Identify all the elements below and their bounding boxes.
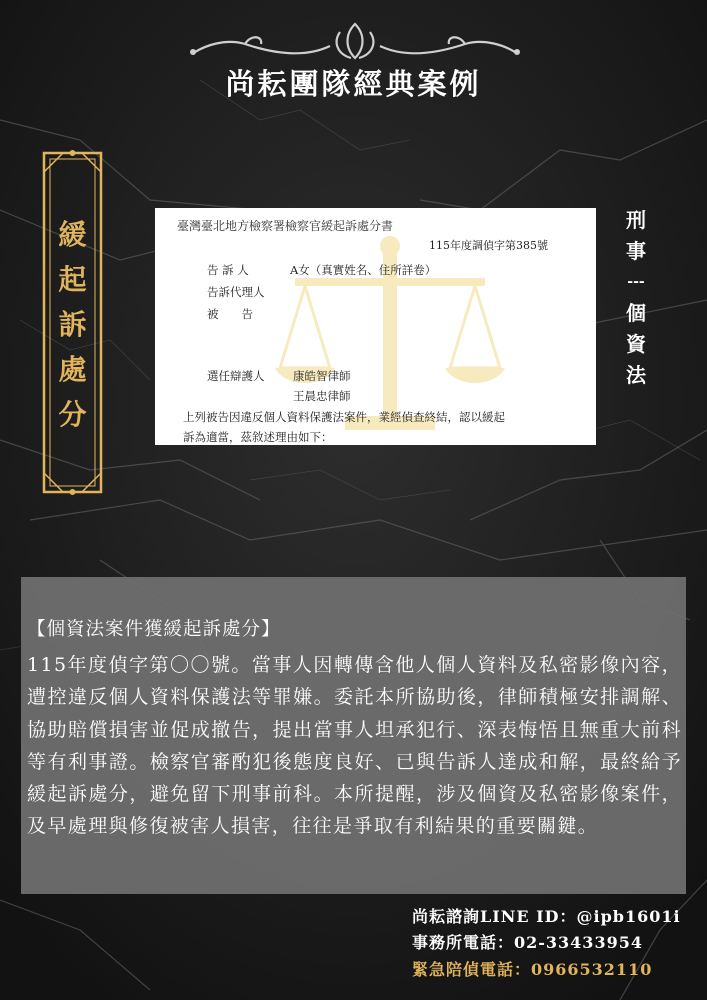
document-excerpt	[155, 208, 596, 445]
document-case-number: 115年度調偵字第385號	[429, 239, 548, 252]
defendant-label: 被 告	[207, 307, 253, 321]
defender-label: 選任辯護人	[207, 369, 265, 383]
case-heading: 【個資法案件獲緩起訴處分】	[27, 619, 281, 640]
category-char: 個	[626, 301, 646, 325]
category-char: 資	[626, 332, 646, 356]
defender-2: 王晨忠律師	[293, 389, 351, 403]
agent-label: 告訴代理人	[207, 285, 265, 299]
document-line-1: 上列被告因違反個人資料保護法案件，業經偵查終結，認以緩起	[183, 410, 505, 424]
category-char: 法	[626, 363, 646, 387]
case-body: 115年度偵字第〇〇號。當事人因轉傳含他人個人資料及私密影像內容，遭控違反個人資料保護法等罪嫌。委託本所協助後，律師積極安排調解、協助賠償損害並促成撤告，提出當事人坦承犯行、深表悔悟且無重大前科等有利事證。檢察官審酌犯後態度良好、已與告訴人達成和解，最終給予緩起訴處分，避免留下刑事前科。本所提醒，涉及個資及私密影像案件，及早處理與修復被害人損害，往往是爭取有利結果的重要關鍵。	[27, 654, 682, 838]
category-char: 刑	[626, 208, 646, 232]
complainant-label: 告 訴 人	[207, 263, 249, 277]
side-label	[41, 212, 104, 437]
document-title: 臺灣臺北地方檢察署檢察官緩起訴處分書	[177, 219, 394, 233]
contact-emergency-phone: 緊急陪偵電話：0966532110	[412, 960, 653, 979]
page-title: 尚耘團隊經典案例	[225, 67, 482, 101]
side-label-char: 起	[58, 263, 87, 296]
document-line-2: 訴為適當，茲敘述理由如下：	[183, 430, 333, 444]
contact-line-id: 尚耘諮詢LINE ID：@ipb1601i	[412, 907, 681, 926]
title-ornament	[185, 18, 525, 68]
side-label-char: 處	[58, 353, 87, 386]
complainant-value: A女（真實姓名、住所詳卷）	[290, 263, 437, 277]
defender-1: 康皓智律師	[293, 369, 351, 383]
side-label-char: 分	[58, 398, 87, 431]
case-description-panel	[21, 577, 686, 894]
category-label	[616, 205, 656, 391]
side-label-char: 訴	[58, 308, 87, 341]
contact-office-phone: 事務所電話：02-33433954	[412, 933, 643, 952]
category-char: 事	[626, 239, 646, 263]
category-char: ---	[627, 274, 645, 290]
side-label-char: 緩	[58, 218, 87, 251]
